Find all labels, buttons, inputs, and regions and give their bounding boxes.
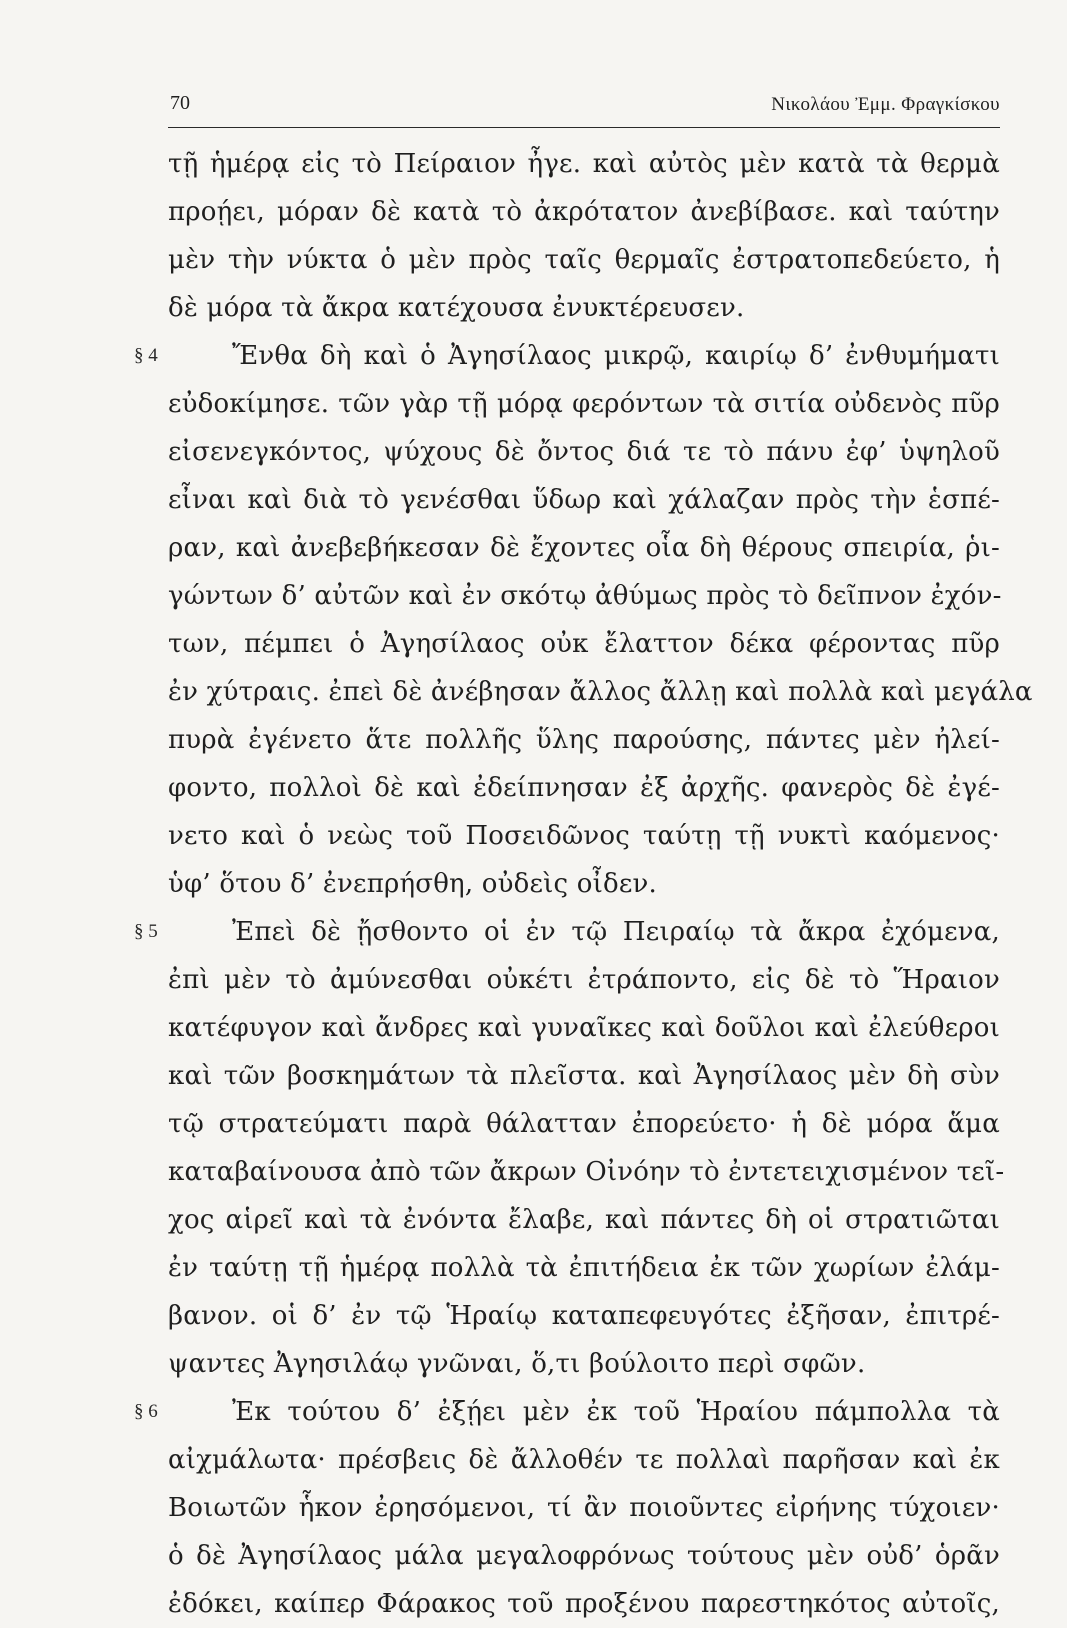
- text-line: Ἔνθα δὴ καὶ ὁ Ἀγησίλαος μικρῷ, καιρίῳ δ’ ἐνθυμήματι: [232, 341, 1000, 371]
- text-line: φοντο, πολλοὶ δὲ καὶ ἐδείπνησαν ἐξ ἀρχῆς. φανερὸς δὲ ἐγέ-: [168, 773, 1000, 803]
- text-line: βανον. οἱ δ’ ἐν τῷ Ἡραίῳ καταπεφευγότες ἐξῆσαν, ἐπιτρέ-: [168, 1301, 1000, 1331]
- text-line: ἐδόκει, καίπερ Φάρακος τοῦ προξένου παρεστηκότος αὐτοῖς,: [168, 1589, 1000, 1619]
- text-line: Ἐπεὶ δὲ ᾔσθοντο οἱ ἐν τῷ Πειραίῳ τὰ ἄκρα ἐχόμενα,: [232, 917, 1000, 947]
- text-line: Ἐκ τούτου δ’ ἐξῄει μὲν ἐκ τοῦ Ἡραίου πάμπολλα τὰ: [232, 1397, 1000, 1427]
- text-line: νετο καὶ ὁ νεὼς τοῦ Ποσειδῶνος ταύτῃ τῇ νυκτὶ καόμενος·: [168, 821, 1000, 851]
- section-marker: § 4: [134, 345, 158, 366]
- section-marker: § 6: [134, 1401, 158, 1422]
- text-line: ἐν ταύτῃ τῇ ἡμέρᾳ πολλὰ τὰ ἐπιτήδεια ἐκ τῶν χωρίων ἐλάμ-: [168, 1253, 1000, 1283]
- text-line: κατέφυγον καὶ ἄνδρες καὶ γυναῖκες καὶ δοῦλοι καὶ ἐλεύθεροι: [168, 1013, 1000, 1043]
- text-line: καταβαίνουσα ἀπὸ τῶν ἄκρων Οἰνόην τὸ ἐντετειχισμένον τεῖ-: [168, 1157, 1005, 1187]
- text-line: δὲ μόρα τὰ ἄκρα κατέχουσα ἐνυκτέρευσεν.: [168, 293, 745, 323]
- text-line: εὐδοκίμησε. τῶν γὰρ τῇ μόρᾳ φερόντων τὰ σιτία οὐδενὸς πῦρ: [168, 389, 1000, 419]
- text-line: ὁ δὲ Ἀγησίλαος μάλα μεγαλοφρόνως τούτους μὲν οὐδ’ ὁρᾶν: [168, 1541, 1000, 1571]
- text-line: εἰσενεγκόντος, ψύχους δὲ ὄντος διά τε τὸ πάνυ ἐφ’ ὑψηλοῦ: [168, 437, 1000, 467]
- text-line: χος αἱρεῖ καὶ τὰ ἐνόντα ἔλαβε, καὶ πάντες δὴ οἱ στρατιῶται: [168, 1205, 1000, 1235]
- header-rule: [168, 127, 1000, 128]
- text-line: ἐν χύτραις. ἐπεὶ δὲ ἀνέβησαν ἄλλος ἄλλῃ καὶ πολλὰ καὶ μεγάλα: [168, 677, 1033, 707]
- text-line: τῷ στρατεύματι παρὰ θάλατταν ἐπορεύετο· ἡ δὲ μόρα ἅμα: [168, 1109, 1000, 1139]
- text-line: ψαντες Ἀγησιλάῳ γνῶναι, ὅ,τι βούλοιτο περὶ σφῶν.: [168, 1349, 866, 1379]
- text-line: πυρὰ ἐγένετο ἅτε πολλῆς ὕλης παρούσης, πάντες μὲν ἠλεί-: [168, 725, 1000, 755]
- text-line: καὶ τῶν βοσκημάτων τὰ πλεῖστα. καὶ Ἀγησίλαος μὲν δὴ σὺν: [168, 1061, 1000, 1091]
- text-line: ραν, καὶ ἀνεβεβήκεσαν δὲ ἔχοντες οἷα δὴ θέρους σπειρία, ῥι-: [168, 533, 1000, 563]
- text-line: μὲν τὴν νύκτα ὁ μὲν πρὸς ταῖς θερμαῖς ἐστρατοπεδεύετο, ἡ: [168, 245, 1000, 275]
- page-number: 70: [170, 92, 190, 114]
- running-head: [168, 92, 1000, 128]
- section-marker: § 5: [134, 921, 158, 942]
- text-line: εἶναι καὶ διὰ τὸ γενέσθαι ὕδωρ καὶ χάλαζαν πρὸς τὴν ἑσπέ-: [168, 485, 1000, 515]
- running-head-author: Νικολάου Ἐμμ. Φραγκίσκου: [771, 94, 1000, 115]
- text-line: των, πέμπει ὁ Ἀγησίλαος οὐκ ἔλαττον δέκα φέροντας πῦρ: [168, 629, 1000, 659]
- text-line: ἐπὶ μὲν τὸ ἀμύνεσθαι οὐκέτι ἐτράποντο, εἰς δὲ τὸ Ἥραιον: [168, 965, 1000, 995]
- text-line: γώντων δ’ αὐτῶν καὶ ἐν σκότῳ ἀθύμως πρὸς τὸ δεῖπνον ἐχόν-: [168, 581, 1002, 611]
- text-line: αἰχμάλωτα· πρέσβεις δὲ ἄλλοθέν τε πολλαὶ παρῆσαν καὶ ἐκ: [168, 1445, 1000, 1475]
- text-line: Βοιωτῶν ἧκον ἐρησόμενοι, τί ἂν ποιοῦντες εἰρήνης τύχοιεν·: [168, 1493, 1000, 1523]
- text-line: προῄει, μόραν δὲ κατὰ τὸ ἀκρότατον ἀνεβίβασε. καὶ ταύτην: [168, 197, 1000, 227]
- text-line: ὑφ’ ὅτου δ’ ἐνεπρήσθη, οὐδεὶς οἶδεν.: [168, 869, 658, 899]
- text-line: τῇ ἡμέρᾳ εἰς τὸ Πείραιον ἦγε. καὶ αὐτὸς μὲν κατὰ τὰ θερμὰ: [168, 149, 1000, 179]
